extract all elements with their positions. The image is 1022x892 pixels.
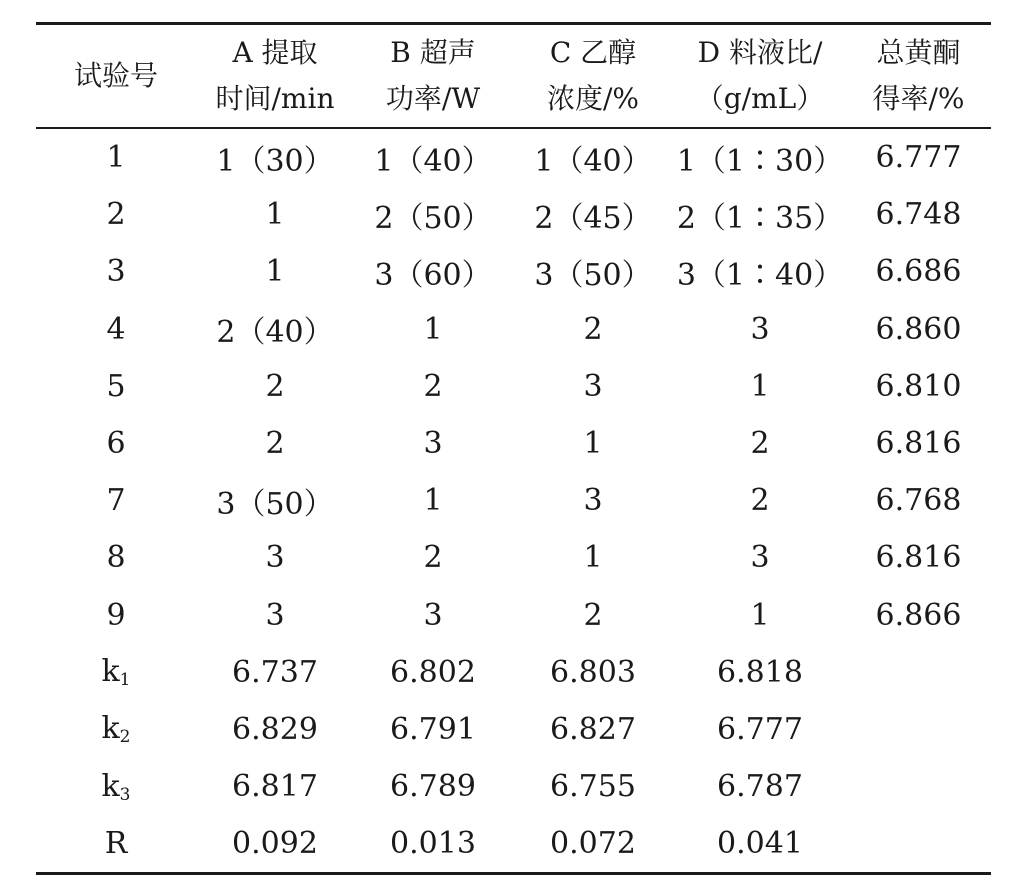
table-row: [36, 358, 991, 415]
table-cell: 3: [423, 426, 443, 462]
empty-cell: [846, 758, 991, 815]
table-cell: 1: [583, 540, 603, 576]
table-cell: 6.810: [875, 368, 962, 404]
table-cell: 1: [423, 311, 443, 347]
table-row: [36, 415, 991, 472]
stat-cell: 6.802: [390, 654, 476, 690]
stat-row: [36, 644, 991, 701]
table-row: [36, 243, 991, 300]
table-cell: 3: [423, 597, 443, 633]
table-cell: 6.860: [875, 311, 962, 347]
table-cell: 2: [423, 540, 443, 576]
stat-cell: 6.787: [717, 769, 803, 805]
table-cell: 3（50）: [534, 257, 652, 293]
header-factor-c: [512, 25, 674, 127]
table-row: [36, 529, 991, 586]
table-cell: 2: [265, 426, 285, 462]
table-cell: 3（50）: [216, 486, 334, 522]
stat-cell: 6.791: [390, 711, 476, 747]
table-cell: 2（1∶35）: [676, 200, 844, 236]
table-row: [36, 129, 991, 186]
empty-cell: [846, 701, 991, 758]
table-cell: 8: [106, 540, 126, 576]
data-table: [36, 25, 991, 127]
table-cell: 2: [265, 368, 285, 404]
table-cell: 9: [106, 597, 126, 633]
stat-label-text: R: [104, 826, 128, 862]
stat-cell: 6.777: [717, 711, 803, 747]
table-cell: 4: [106, 311, 126, 347]
header-factor-a: [196, 25, 354, 127]
stat-row: [36, 815, 991, 872]
table-cell: 1: [423, 483, 443, 519]
table-cell: 3（60）: [374, 257, 492, 293]
stat-row: [36, 758, 991, 815]
table-cell: 1: [750, 368, 770, 404]
stat-label-text: k: [101, 768, 120, 804]
stat-cell: 0.072: [550, 826, 636, 862]
table-cell: 1（40）: [534, 143, 652, 179]
header-line: 功率/W: [385, 82, 481, 115]
stat-label: [36, 815, 196, 872]
header-line: 总黄酮: [876, 36, 961, 69]
table-cell: 3: [265, 540, 285, 576]
table-cell: 2: [583, 597, 603, 633]
stat-cell: 6.817: [232, 769, 318, 805]
data-table-body: [36, 129, 991, 872]
header-yield: [846, 25, 991, 127]
stat-cell: 0.092: [232, 826, 318, 862]
stat-label-text: k: [101, 711, 120, 747]
table-cell: 1: [265, 197, 285, 233]
table-cell: 6.748: [875, 197, 962, 233]
table-cell: 1: [750, 597, 770, 633]
header-row: [36, 25, 991, 127]
table-cell: 6: [106, 426, 126, 462]
table-cell: 7: [106, 483, 126, 519]
stat-label-subscript: 3: [119, 784, 131, 805]
header-trial-no: [36, 25, 196, 127]
table-cell: 2: [750, 426, 770, 462]
stat-row: [36, 701, 991, 758]
stat-label: [36, 701, 196, 758]
stat-label-subscript: 2: [119, 727, 131, 748]
table-bottom-rule: [36, 872, 991, 875]
stat-cell: 6.737: [232, 654, 318, 690]
stat-cell: 6.803: [550, 654, 636, 690]
table-cell: 6.816: [875, 540, 962, 576]
table-row: [36, 587, 991, 644]
table-cell: 6.816: [875, 426, 962, 462]
header-line: 试验号: [73, 59, 158, 92]
table-row: [36, 301, 991, 358]
stat-label: [36, 644, 196, 701]
header-factor-d: [674, 25, 846, 127]
stat-cell: 0.013: [390, 826, 476, 862]
table-cell: 2: [106, 197, 126, 233]
stat-cell: 6.755: [550, 769, 636, 805]
table-cell: 2（45）: [534, 200, 652, 236]
stat-cell: 6.818: [717, 654, 803, 690]
header-line: 得率/%: [872, 82, 965, 115]
header-line: （g/mL）: [695, 82, 825, 115]
table-cell: 2: [583, 311, 603, 347]
table-cell: 1（1∶30）: [676, 143, 844, 179]
table-cell: 3: [265, 597, 285, 633]
table-header: [36, 25, 991, 127]
table-cell: 2: [423, 368, 443, 404]
header-line: D 料液比/: [697, 36, 823, 69]
empty-cell: [846, 815, 991, 872]
table-cell: 6.686: [875, 254, 962, 290]
stat-cell: 6.829: [232, 711, 318, 747]
table-cell: 3: [106, 254, 126, 290]
header-factor-b: [354, 25, 512, 127]
header-line: A 提取: [232, 36, 318, 69]
table-cell: 3: [750, 540, 770, 576]
table-cell: 1: [265, 254, 285, 290]
header-line: 浓度/%: [546, 82, 640, 115]
table-cell: 3: [583, 483, 603, 519]
table-cell: 1（40）: [374, 143, 492, 179]
orthogonal-test-table: [36, 22, 991, 875]
table-body: [36, 129, 991, 872]
table-cell: 3: [583, 368, 603, 404]
table-cell: 1（30）: [216, 143, 334, 179]
stat-label-text: k: [101, 654, 120, 690]
table-cell: 2（40）: [216, 315, 334, 351]
table-row: [36, 186, 991, 243]
table-cell: 3（1∶40）: [676, 257, 844, 293]
table-cell: 6.777: [875, 140, 962, 176]
header-line: C 乙醇: [549, 36, 637, 69]
table-cell: 2: [750, 483, 770, 519]
table-cell: 6.768: [875, 483, 962, 519]
table-cell: 5: [106, 368, 126, 404]
table-cell: 3: [750, 311, 770, 347]
header-line: 时间/min: [215, 82, 335, 115]
stat-cell: 6.827: [550, 711, 636, 747]
stat-cell: 0.041: [717, 826, 803, 862]
table-cell: 2（50）: [374, 200, 492, 236]
table-cell: 6.866: [875, 597, 962, 633]
table-cell: 1: [583, 426, 603, 462]
header-line: B 超声: [390, 36, 476, 69]
stat-cell: 6.789: [390, 769, 476, 805]
table-row: [36, 472, 991, 529]
stat-label-subscript: 1: [119, 670, 131, 691]
table-cell: 1: [106, 140, 126, 176]
stat-label: [36, 758, 196, 815]
empty-cell: [846, 644, 991, 701]
